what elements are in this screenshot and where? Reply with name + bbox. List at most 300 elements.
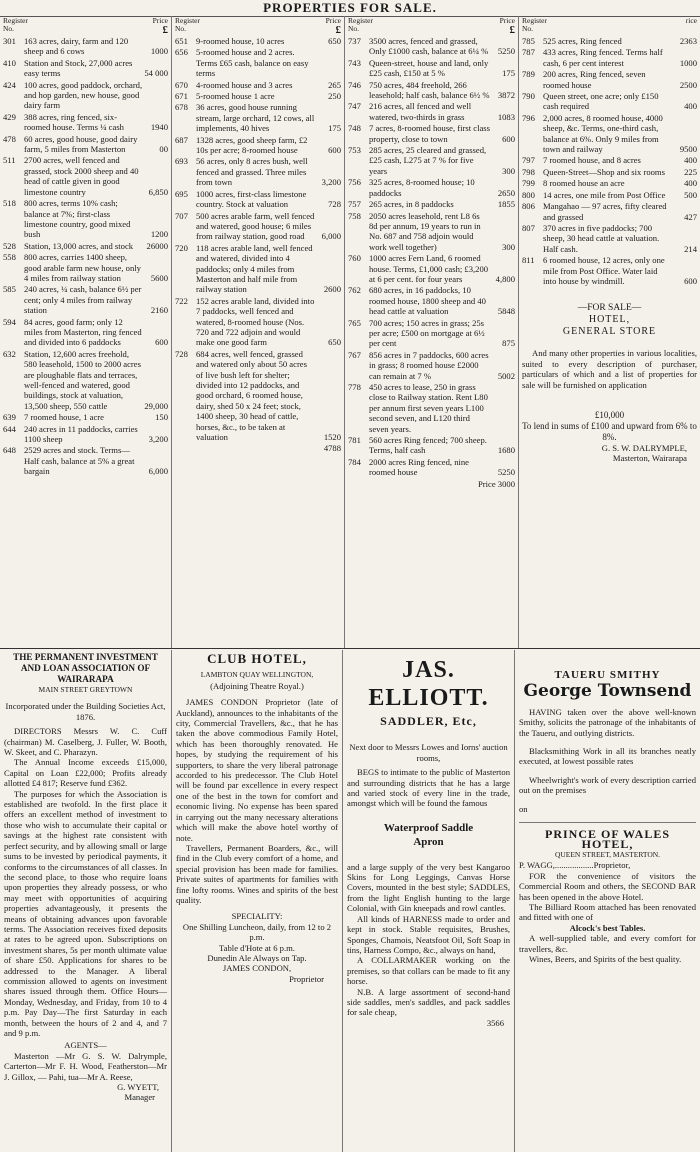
listing-price: 400 [684, 155, 697, 166]
listing-price: 5002 [497, 370, 515, 381]
listing-description: 36 acres, good house running stream, large orchard, 12 cows, all implements, 40 hives [196, 102, 315, 134]
listing-description: Queen-street, house and land, only £25 cash, £150 at 5 % [369, 57, 489, 79]
listing-entry [3, 412, 168, 422]
listing-description: 800 acres, carries 1400 sheep, good arable farm new house, only 4 miles from railway station [24, 252, 141, 283]
luncheon-text: One Shilling Luncheon, daily, from 12 to 2 p.m. [182, 921, 332, 943]
listing-entries [175, 36, 341, 442]
listing-description: 7 roomed house, 1 acre [24, 412, 104, 423]
ad-body-3: Wheelwright's work of every description carried out on the premises [519, 774, 696, 796]
listing-description: 240 acres in 11 paddocks, carries 1100 sheep [24, 423, 138, 445]
register-number: 678 [175, 102, 188, 113]
text-fragment: on [519, 803, 528, 814]
proprietor-title: Proprietor [289, 973, 324, 984]
register-number: 656 [175, 47, 188, 58]
listing-description: Station and Stock, 27,000 acres easy terms [24, 57, 133, 79]
price-label: Price [325, 16, 341, 25]
listing-entry [348, 80, 515, 101]
register-number: 748 [348, 123, 361, 134]
listing-price: 4,800 [495, 273, 515, 284]
listing-description: Queen street, one acre; only £150 cash required [543, 91, 659, 112]
register-number: 585 [3, 284, 16, 295]
listing-price: 1000 [150, 46, 168, 57]
register-number: 644 [3, 423, 16, 434]
register-number: 639 [3, 412, 16, 423]
register-number: 778 [348, 382, 361, 392]
listing-description: 7 roomed house, and 8 acres [543, 155, 641, 166]
listing-entry [3, 349, 168, 411]
listing-description: 2050 acres leasehold, rent L8 6s 8d per annum, 19 years to run in No. 687 and 758 adjoin would work well together) [369, 210, 481, 252]
register-number: 790 [522, 91, 535, 102]
section-divider [0, 648, 700, 649]
listing-description: 1000 acres Fern Land, 6 roomed house. Terms, £1,000 cash; £3,200 at 6 per cent. for four years [369, 253, 489, 284]
ad-title: JAS. ELLIOTT. [368, 657, 489, 711]
prince-body: FOR the convenience of visitors the Commercial Room and others, the SECOND BAR has been opened in the above Hotel. [519, 870, 696, 902]
listing-entry [522, 223, 697, 254]
listing-entry [3, 284, 168, 315]
purpose-text: The purposes for which the Association is established are twofold. In the first place it offers an excellent method of investment to those who wish to accumulate their capital or savings at the highest rate consistent with perfect security, and by allowing small or large sums to be invested by periodical payments, it conforms to the circumstances of all classes. In the second place, to those who require loans upon properties they already possess, or who may meet with opportunities of acquiring properties advantageously, it presents the means of obtaining advances upon favorable terms. The Association receives fixed deposits at rates to be agreed upon. Subscriptions on investment shares, 5s per month ultimate value of share £50. Applications for shares to be addressed to the Manager. A liberal commission allowed to agents on investment shares issued through them. Office Hours—Monday, Wednesday, and Friday, from 10 to 4 p.m. Pay Day—The first Saturday in each month, between the hours of 2 and 4, and 7 and 9 p.m. [4, 788, 167, 1038]
page-number: 3566 [486, 1017, 504, 1028]
listing-description: 700 acres; 150 acres in grass; 25s per acre; £500 on mortgage at 6½ per cent [369, 317, 485, 349]
listing-price: 2600 [323, 284, 341, 295]
listing-description: 14 acres, one mile from Post Office [543, 189, 666, 200]
register-number: 651 [175, 36, 188, 46]
register-number: 760 [348, 253, 361, 264]
listing-entry [3, 198, 168, 240]
ad-body: JAMES CONDON Proprietor (late of Auckland), announces to the inhabitants of the city, Commercial Travellers, &c., that he has taken the above commodious Family Hotel, which has been thoroughly renovated. He hopes, by studying the requirement of his supporters, to share the very liberal patronage accorded to his predecessor. The Club Hotel will be found par excellence in every respect one of the best in the town for comfort and economic living. No expense has been spared in carrying out the many necessary alterations which will make the above hotel worthy of note. [176, 697, 338, 843]
listing-price: 728 [328, 199, 341, 210]
listing-description: 3500 acres, fenced and grassed, Only £1000 cash, balance at 6¼ % [369, 36, 489, 57]
listing-entry [175, 80, 341, 90]
listing-entry [348, 285, 515, 316]
listing-price: 6,000 [148, 466, 168, 477]
ad-body-5: N.B. A large assortment of second-hand side saddles, men's saddles, and pack saddles for sale cheap, [347, 986, 510, 1018]
listing-price: 00 [159, 144, 168, 155]
listing-description: 388 acres, ring fenced, six-roomed house. Terms ¼ cash [24, 111, 124, 133]
taueru-smithy-ad [515, 650, 700, 1152]
register-label: Register [175, 16, 200, 25]
no-label: No. [522, 24, 534, 33]
register-number: 728 [175, 348, 188, 359]
listing-entry [3, 80, 168, 111]
proprietor-signature: JAMES CONDON, [222, 963, 292, 974]
register-number: 670 [175, 79, 188, 90]
listing-price: 600 [684, 275, 697, 286]
listing-entry [348, 382, 515, 434]
register-number: 720 [175, 242, 188, 253]
listing-price: 3,200 [321, 177, 341, 188]
ad-divider [519, 822, 696, 823]
register-number: 800 [522, 189, 535, 200]
listing-price: 3872 [497, 90, 515, 101]
listing-description: 525 acres, Ring fenced [543, 36, 622, 46]
register-number: 797 [522, 155, 535, 166]
listing-entry [175, 243, 341, 295]
listing-description: 2,000 acres, 8 roomed house, 4000 sheep, &c. Terms, one-third cash, balance at 6%. Only 9 miles from town and railway [543, 112, 663, 155]
listing-description: 60 acres, good house, good dairy farm, 5 miles from Masterton [24, 133, 138, 155]
no-label: No. [3, 24, 15, 33]
listing-entry [522, 155, 697, 165]
listing-description: 2700 acres, well fenced and grassed, stock 2000 sheep and 40 head of cattle given in good limestone country [24, 155, 139, 197]
listing-entry [3, 424, 168, 445]
ad-body-2: Blacksmithing Work in all its branches neatly executed, at lowest possible rates [519, 746, 696, 767]
register-number: 811 [522, 255, 535, 266]
ad-title: CLUB HOTEL, [207, 651, 307, 666]
listing-entry [3, 112, 168, 133]
listing-entry [175, 102, 341, 133]
for-sale-store: GENERAL STORE [562, 326, 657, 338]
register-number: 671 [175, 91, 188, 102]
listing-entry [348, 199, 515, 209]
listing-price: 9500 [679, 144, 697, 155]
listing-price: 875 [502, 338, 515, 349]
listings-column-3 [345, 16, 519, 648]
listing-price: 2363 [679, 36, 697, 46]
listing-description: Mangahao — 97 acres, fifty cleared and grassed [543, 201, 667, 222]
prince-wines: Wines, Beers, and Spirits of the best quality. [529, 953, 682, 964]
listing-entry [348, 211, 515, 253]
listing-price: 2500 [679, 79, 697, 90]
listing-entry [522, 167, 697, 177]
listing-description: 450 acres to lease, 250 in grass close to Railway station. Rent L80 per annum first seven years L100 second seven, and L120 third seven years. [369, 382, 488, 434]
listing-description: 2000 acres Ring fenced, nine roomed house [369, 456, 469, 478]
register-number: 798 [522, 166, 535, 177]
alcock-tables: Alcock's best Tables. [569, 922, 646, 933]
listing-description: 684 acres, well fenced, grassed and watered only about 50 acres of live bush left for shelter; divided into 12 paddocks, and good orchard, 6 roomed house, dairy, shed 50 x 24 feet; stock, 1400 sheep, 30 head of cattle, horses, &c., to be taken at valuation [196, 348, 307, 443]
pound-sign: £ [509, 24, 515, 36]
register-number: 695 [175, 188, 188, 199]
ad-body-2: Travellers, Permanent Boarders, &c., will find in the Club every comfort of a home, and special provision has been made for families. Private suites of apartments for families with fine lofty rooms. Wines and spirits of the best quality. [176, 842, 338, 905]
prince-proprietor: P. WAGG,..................Proprietor, [519, 860, 631, 871]
listing-price: 400 [684, 101, 697, 112]
listings-column-1 [0, 16, 172, 648]
manager-signature: G. WYETT, [117, 1082, 159, 1093]
listing-entry [175, 47, 341, 78]
register-number: 799 [522, 178, 535, 189]
listing-description: 240 acres, ¼ cash, balance 6½ per cent; only 4 miles from railway station [24, 284, 142, 316]
register-number: 796 [522, 112, 535, 123]
register-label: Register [348, 16, 373, 25]
listing-description: 6 roomed house, 12 acres, only one mile from Post Office. Water laid into house by windmill. [543, 255, 665, 286]
register-number: 789 [522, 69, 535, 80]
listing-price: 650 [328, 337, 341, 348]
listing-description: 7 acres, 8-roomed house, first class property, close to town [369, 123, 490, 144]
column-header [175, 16, 341, 36]
listing-entry [522, 255, 697, 286]
listing-price: 225 [684, 166, 697, 177]
register-number: 781 [348, 435, 361, 446]
listing-description: 800 acres, terms 10% cash; balance at 7%; first-class limestone country, good mixed bush [24, 198, 131, 240]
listing-entry [522, 201, 697, 222]
listing-entry [175, 135, 341, 156]
listing-price: 265 [328, 79, 341, 90]
register-number: 518 [3, 198, 16, 209]
listing-description: 433 acres, Ring fenced. Terms half cash, 6 per cent interest [543, 47, 663, 68]
listing-description: 4-roomed house and 3 acres [196, 79, 293, 90]
listing-price: 600 [328, 145, 341, 156]
club-hotel-ad [172, 650, 343, 1152]
ad-subtitle: SADDLER, Etc, [380, 714, 477, 728]
listing-description: 500 acres arable farm, well fenced and watered, good house; 6 miles from railway station, good road [196, 210, 315, 242]
listing-description: 2529 acres and stock. Terms—Half cash, balance at 5% a great bargain [24, 445, 135, 477]
listing-entry [348, 145, 515, 176]
register-number: 528 [3, 240, 16, 251]
no-label: No. [348, 24, 360, 33]
listing-entry [348, 123, 515, 144]
prince-address: QUEEN STREET, MASTERTON. [554, 849, 661, 859]
listing-description: 163 acres, dairy, farm and 120 sheep and 6 cows [24, 36, 129, 57]
listing-entry [348, 36, 515, 57]
listing-price: 5250 [497, 46, 515, 57]
smith-name: George Townsend [523, 681, 692, 702]
agent-location: Masterton, Wairarapa [612, 453, 687, 464]
loan-offer [522, 410, 697, 443]
listing-description: 152 acres arable land, divided into 7 paddocks, well fenced and watered, 8-roomed house (Nos. 720 and 722 adjoin and would make one good farm [196, 295, 315, 348]
listing-price: 1940 [150, 122, 168, 133]
listing-entry [175, 189, 341, 210]
register-number: 758 [348, 210, 361, 221]
listing-description: 5-roomed house and 2 acres. Terms £65 cash, balance on easy terms [196, 47, 309, 79]
listing-description: 856 acres in 7 paddocks, 600 acres in grass; 8 roomed house £2000 can remain at 7 % [369, 349, 489, 381]
listing-price: 1083 [497, 111, 515, 122]
register-number: 687 [175, 134, 188, 145]
listing-description: 100 acres, good paddock, orchard, and hop garden, new house, good dairy farm [24, 79, 143, 111]
register-number: 424 [3, 79, 16, 90]
listing-description: 560 acres Ring fenced; 700 sheep. Terms, half cash [369, 435, 487, 456]
listing-price: 1520 [323, 432, 341, 443]
listing-description: 265 acres, in 8 paddocks [369, 199, 454, 210]
ad-title: THE PERMANENT INVESTMENT AND LOAN ASSOCIATION OF WAIRARAPA [13, 652, 158, 684]
register-number: 785 [522, 36, 535, 46]
listing-description: 9-roomed house, 10 acres [196, 36, 285, 46]
prince-body-2: The Billiard Room attached has been renovated and fitted with one of [519, 901, 696, 923]
register-number: 693 [175, 156, 188, 167]
listing-entry [175, 211, 341, 242]
register-number: 707 [175, 210, 188, 221]
listing-entry [175, 156, 341, 187]
listing-entries [522, 36, 697, 286]
table-dhote-text: Table d'Hote at 6 p.m. [219, 942, 295, 953]
incorporated-text: Incorporated under the Building Societies Act, 1876. [5, 701, 166, 722]
register-number: 429 [3, 111, 16, 122]
listing-entry [348, 101, 515, 122]
register-number: 756 [348, 177, 361, 188]
register-number: 767 [348, 349, 361, 360]
listing-price: 250 [328, 91, 341, 102]
listing-entries [348, 36, 515, 478]
listing-price: 1855 [497, 199, 515, 210]
masthead: PROPERTIES FOR SALE. [0, 0, 700, 17]
listing-description: 8 roomed house an acre [543, 178, 625, 189]
loan-amount: £10,000 [594, 409, 625, 420]
for-sale-hotel: HOTEL, [588, 314, 631, 326]
listing-entry [348, 177, 515, 198]
listing-description: 285 acres, 25 cleared and grassed, £25 cash, L275 at 7 % for five years [369, 145, 487, 176]
prince-of-wales-title: PRINCE OF WALES HOTEL, [544, 827, 671, 852]
register-number: 594 [3, 316, 16, 327]
prince-body-3: A well-supplied table, and every comfort for travellers, &c. [519, 933, 696, 954]
listing-description: 216 acres, all fenced and well watered, two-thirds in grass [369, 101, 472, 122]
listing-description: Station, 12,600 acres freehold, 580 leasehold, 1500 to 2000 acres are ploughable flats and terraces, well-fenced and watered, good buildings, stock at valuation, 13,500 sheep, 550 cattle [24, 348, 141, 411]
register-number: 301 [3, 36, 16, 46]
listing-entry [348, 350, 515, 381]
ad-body: BEGS to intimate to the public of Masterton and surrounding districts that he has a large and varied stock of every line in the trade, amongst which will be found the famous [347, 767, 510, 809]
register-number: 410 [3, 57, 16, 68]
listings-column-2 [172, 16, 345, 648]
listing-entry [522, 178, 697, 188]
listing-entry [522, 36, 697, 46]
listing-description: 750 acres, 484 freehold, 266 leasehold; half cash, balance 6½ % [369, 79, 490, 101]
manager-title: Manager [124, 1092, 155, 1103]
listing-entry [522, 113, 697, 155]
listing-entry [175, 91, 341, 101]
register-number: 648 [3, 445, 16, 456]
listing-description: Station, 13,000 acres, and stock [24, 240, 134, 251]
register-number: 784 [348, 456, 361, 467]
register-number: 806 [522, 201, 535, 212]
register-number: 757 [348, 199, 361, 210]
listing-entry [3, 36, 168, 57]
listing-entry [3, 252, 168, 283]
ad-address: MAIN STREET GREYTOWN [38, 685, 133, 694]
listing-entry [3, 445, 168, 476]
listing-entry [522, 47, 697, 68]
listing-price: 150 [155, 412, 168, 423]
listing-price: 650 [328, 36, 341, 46]
listing-price: 5250 [497, 467, 515, 478]
listing-price: 175 [502, 68, 515, 79]
listing-entry [3, 134, 168, 155]
ad-body-4: A COLLARMAKER working on the premises, so that collars can be made to fit any horse. [347, 955, 510, 987]
speciality-heading: SPECIALITY: [231, 911, 283, 922]
price-label: Price [499, 16, 515, 25]
ad-body: HAVING taken over the above well-known Smithy, solicits the patronage of the inhabitants of the Taueru, and outlying districts. [519, 706, 696, 738]
listing-price: 500 [684, 189, 697, 200]
listing-price: 3,200 [148, 434, 168, 445]
register-number: 807 [522, 222, 535, 233]
price-label: Price [152, 16, 168, 25]
listing-entry [3, 241, 168, 251]
listing-description: 84 acres, good farm; only 12 miles from Masterton, ring fenced and divided into 6 paddocks [24, 316, 142, 348]
listing-price: 1200 [150, 229, 168, 240]
no-label: No. [175, 24, 187, 33]
listing-description: 1328 acres, good sheep farm, £2 10s per acre; 8-roomed house [196, 134, 308, 156]
register-number: 558 [3, 252, 16, 263]
listings-column-4 [519, 16, 700, 648]
listing-price: 26000 [146, 240, 168, 251]
listing-description: 56 acres, only 8 acres bush, well fenced and grassed. Three miles from town [196, 156, 308, 188]
loan-text: To lend in sums of £100 and upward from 6% to 8%. [522, 420, 697, 442]
permanent-investment-ad [0, 650, 172, 1152]
ad-body-2: and a large supply of the very best Kangaroo Skins for Long Leggings, Canvas Horse Covers, mounted in the best style; SADDLES, from the light English hunting to the large Colonial, with Gin kneepads and rowl cantles. [347, 861, 510, 914]
price-note: Price 3000 [478, 478, 515, 489]
listing-price: 29,000 [144, 400, 168, 411]
listing-entry [175, 296, 341, 348]
agent-signature: G. S. W. DALRYMPLE, [601, 442, 687, 453]
listing-price: 54 000 [144, 68, 168, 79]
listing-price: 400 [684, 178, 697, 189]
listing-price: 175 [328, 123, 341, 134]
for-sale-heading: —FOR SALE— [577, 303, 642, 314]
register-number: 787 [522, 47, 535, 58]
ad-address: LAMBTON QUAY WELLINGTON, [200, 670, 314, 680]
register-number: 632 [3, 348, 16, 359]
location-text: Next door to Messrs Lowes and Iorns' auction rooms, [349, 742, 508, 763]
register-number: 737 [348, 36, 361, 46]
register-number: 747 [348, 101, 361, 112]
listing-entries [3, 36, 168, 477]
listing-entry [522, 190, 697, 200]
listing-price: 300 [502, 241, 515, 252]
agents-heading: AGENTS— [64, 1040, 107, 1051]
ale-text: Dunedin Ale Always on Tap. [207, 952, 307, 963]
listing-price: 6,000 [321, 231, 341, 242]
listing-price: 214 [684, 243, 697, 254]
listing-description: Queen-Street—Shop and six rooms [543, 166, 665, 177]
pound-sign: £ [162, 24, 168, 36]
column-header [522, 16, 697, 36]
listing-entry [348, 457, 515, 478]
listing-description: 1000 acres, first-class limestone country. Stock at valuation [196, 188, 307, 210]
other-properties-text: And many other properties in various localities, suited to every description of purchaser, particulars of which and a list of properties for sale will be furnished on application [522, 348, 697, 390]
listing-price: 2160 [150, 305, 168, 316]
listing-description: 118 acres arable land, well fenced and watered, divided into 4 paddocks; only 4 miles from Masterton and half mile from railway station [196, 242, 313, 295]
listing-price: 6,850 [148, 186, 168, 197]
register-label: Register [522, 16, 547, 25]
register-label: Register [3, 16, 28, 25]
ad-title: TAUERU SMITHY [554, 669, 661, 681]
listing-entry [522, 69, 697, 90]
listing-entry [348, 58, 515, 79]
listing-price: 1000 [679, 57, 697, 68]
listing-description: 325 acres, 8-roomed house; 10 paddocks [369, 177, 475, 198]
listing-price: 300 [502, 165, 515, 176]
listing-entry [522, 91, 697, 112]
agents-list: Masterton —Mr G. S. W. Dalrymple, Carterton—Mr F. H. Wood, Featherston—Mr J. Gillox, — Pahi, tua—Mr A. Reese, [4, 1050, 167, 1082]
listing-price: 427 [684, 211, 697, 222]
listing-price: 1680 [497, 445, 515, 456]
register-number: 743 [348, 57, 361, 68]
column-end-price: 4788 [323, 443, 341, 454]
listing-description: 370 acres in five paddocks; 700 sheep, 30 head cattle at valuation. Half cash. [543, 222, 660, 254]
waterproof-heading: Waterproof Saddle [383, 821, 474, 834]
register-number: 722 [175, 295, 188, 306]
apron-heading: Apron [413, 836, 444, 849]
listing-price: 600 [502, 133, 515, 144]
for-sale-block [522, 302, 697, 338]
listing-entry [3, 58, 168, 79]
listing-entry [3, 155, 168, 197]
register-number: 511 [3, 155, 16, 166]
ad-body-3: All kinds of HARNESS made to order and kept in stock. Stable requisites, Brushes, Sponges, Chamois, Neatsfoot Oil, Soft Soap in tins, Harness Compo, &c., always on hand, [347, 913, 510, 955]
listing-entry [175, 349, 341, 443]
ad-adjoining: (Adjoining Theatre Royal.) [210, 680, 304, 691]
register-number: 478 [3, 133, 16, 144]
listing-description: 680 acres, in 16 paddocks, 10 roomed house, 1800 sheep and 40 head cattle at valuation [369, 285, 486, 317]
column-header [3, 16, 168, 36]
listing-description: 5-roomed house 1 acre [196, 91, 275, 102]
register-number: 753 [348, 145, 361, 156]
register-number: 762 [348, 285, 361, 296]
column-header [348, 16, 515, 36]
price-label-fragment: rice [685, 16, 697, 25]
register-number: 765 [348, 317, 361, 328]
listing-price: 5848 [497, 306, 515, 317]
directors-text: DIRECTORS Messrs W. C. Cuff (chairman) M. Caselberg, J. Fuller, W. Booth, W. Skeet, and C. Pharazyn. [4, 726, 167, 758]
listing-entry [348, 435, 515, 456]
listing-entry [175, 36, 341, 46]
listing-price: 600 [155, 337, 168, 348]
jas-elliott-ad [343, 650, 515, 1152]
